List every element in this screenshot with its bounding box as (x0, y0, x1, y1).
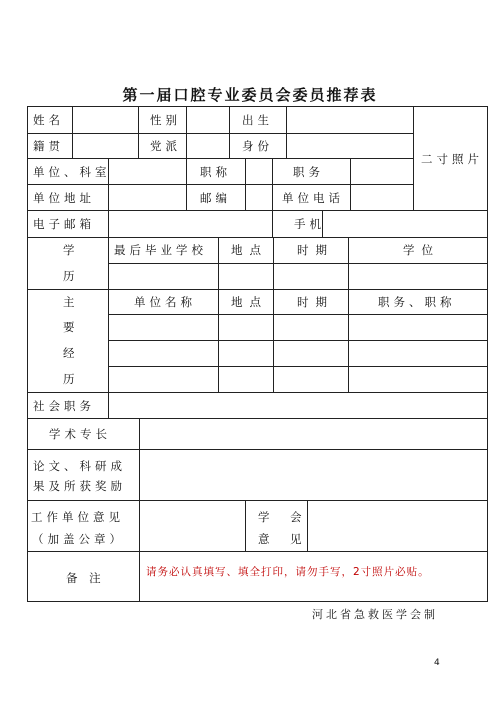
footer-issuer: 河北省急救医学会制 (312, 608, 438, 621)
label-education-2: 历 (63, 269, 75, 283)
label-email: 电子邮箱 (33, 217, 95, 231)
label-native-place: 籍贯 (33, 139, 64, 153)
label-place: 地点 (231, 243, 268, 257)
remarks-text: 请务必认真填写、填全打印，请勿手写，2寸照片必贴。 (146, 566, 430, 578)
label-postcode: 邮编 (200, 191, 231, 205)
label-unit-name: 单位名称 (134, 295, 196, 309)
label-degree: 学位 (403, 243, 440, 257)
label-papers-2: 果及所获奖励 (33, 479, 126, 493)
label-remarks: 备 注 (66, 571, 105, 585)
label-education-1: 学 (63, 243, 75, 257)
label-society-1: 学 (258, 510, 270, 524)
label-name: 姓名 (33, 113, 64, 127)
label-birth: 出生 (242, 113, 273, 127)
label-unit-address: 单位地址 (33, 191, 95, 205)
label-position-title: 职务、职称 (378, 295, 456, 309)
label-social-position: 社会职务 (33, 399, 95, 413)
label-experience-2: 要 (63, 320, 75, 334)
label-party: 党派 (150, 139, 181, 153)
label-stamp: （加盖公章） (32, 532, 125, 546)
label-unit-dept: 单位、科室 (33, 165, 111, 179)
label-opinion-1: 意 (258, 532, 270, 546)
label-title: 职称 (200, 165, 231, 179)
label-experience-3: 经 (63, 346, 75, 360)
label-period: 时期 (297, 243, 334, 257)
label-opinion-2: 见 (290, 532, 302, 546)
form-title: 第一届口腔专业委员会委员推荐表 (122, 86, 378, 104)
label-society-2: 会 (290, 510, 302, 524)
label-place-2: 地点 (231, 295, 268, 309)
label-papers-1: 论文、科研成 (33, 459, 126, 473)
label-mobile: 手机 (294, 217, 325, 231)
label-employer-opinion: 工作单位意见 (31, 510, 124, 524)
label-position: 职务 (293, 165, 324, 179)
label-gender: 性别 (150, 113, 181, 127)
page-number: 4 (434, 658, 440, 668)
label-experience-1: 主 (63, 295, 75, 309)
label-unit-phone: 单位电话 (282, 191, 344, 205)
label-photo: 二寸照片 (421, 152, 483, 166)
label-graduate-school: 最后毕业学校 (114, 243, 207, 257)
label-experience-4: 历 (63, 372, 75, 386)
label-specialty: 学术专长 (49, 427, 111, 441)
label-identity: 身份 (242, 139, 273, 153)
label-period-2: 时期 (297, 295, 334, 309)
